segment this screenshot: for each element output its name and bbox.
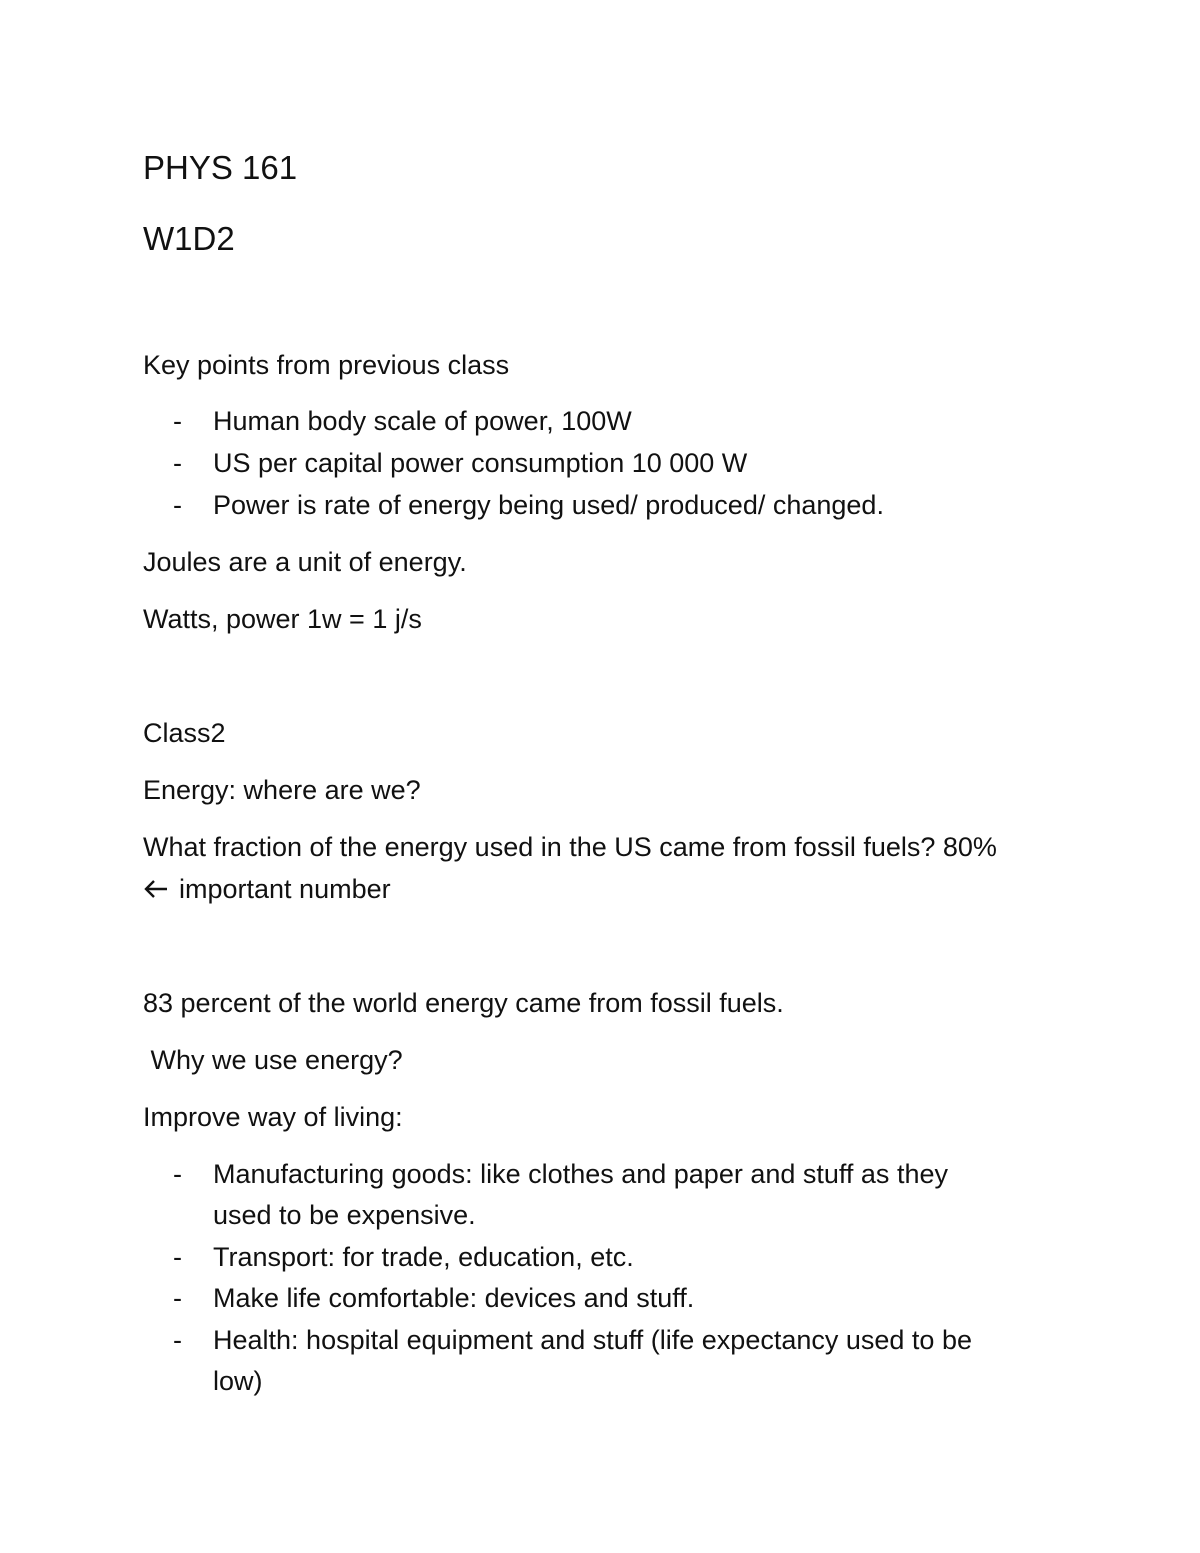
bullet-marker: -: [173, 490, 182, 520]
watts-line: Watts, power 1w = 1 j/s: [143, 604, 422, 634]
class-heading: Class2: [143, 718, 226, 748]
bullet-marker: -: [173, 406, 182, 436]
list-item-continuation: low): [213, 1366, 263, 1396]
left-arrow-icon: [143, 879, 169, 899]
session-title: W1D2: [143, 220, 235, 257]
list-item: US per capital power consumption 10 000 W: [213, 448, 748, 478]
list-item-continuation: used to be expensive.: [213, 1200, 476, 1230]
fraction-line: What fraction of the energy used in the US came from fossil fuels? 80%: [143, 832, 997, 862]
bullet-marker: -: [173, 1242, 182, 1272]
list-item: Power is rate of energy being used/ produced/ changed.: [213, 490, 884, 520]
important-note-text: important number: [179, 874, 391, 904]
previous-heading: Key points from previous class: [143, 350, 510, 380]
list-item: Manufacturing goods: like clothes and paper and stuff as they: [213, 1159, 948, 1189]
important-note: [143, 872, 391, 906]
energy-question: Energy: where are we?: [143, 775, 421, 805]
bullet-marker: -: [173, 448, 182, 478]
course-title: PHYS 161: [143, 149, 298, 186]
list-item: Transport: for trade, education, etc.: [213, 1242, 634, 1272]
bullet-marker: -: [173, 1159, 182, 1189]
joules-line: Joules are a unit of energy.: [143, 547, 467, 577]
list-item: Make life comfortable: devices and stuff.: [213, 1283, 695, 1313]
bullet-marker: -: [173, 1325, 182, 1355]
improve-heading: Improve way of living:: [143, 1102, 403, 1132]
world-line: 83 percent of the world energy came from fossil fuels.: [143, 988, 784, 1018]
bullet-marker: -: [173, 1283, 182, 1313]
list-item: Human body scale of power, 100W: [213, 406, 632, 436]
list-item: Health: hospital equipment and stuff (life expectancy used to be: [213, 1325, 972, 1355]
why-line: Why we use energy?: [143, 1045, 403, 1075]
